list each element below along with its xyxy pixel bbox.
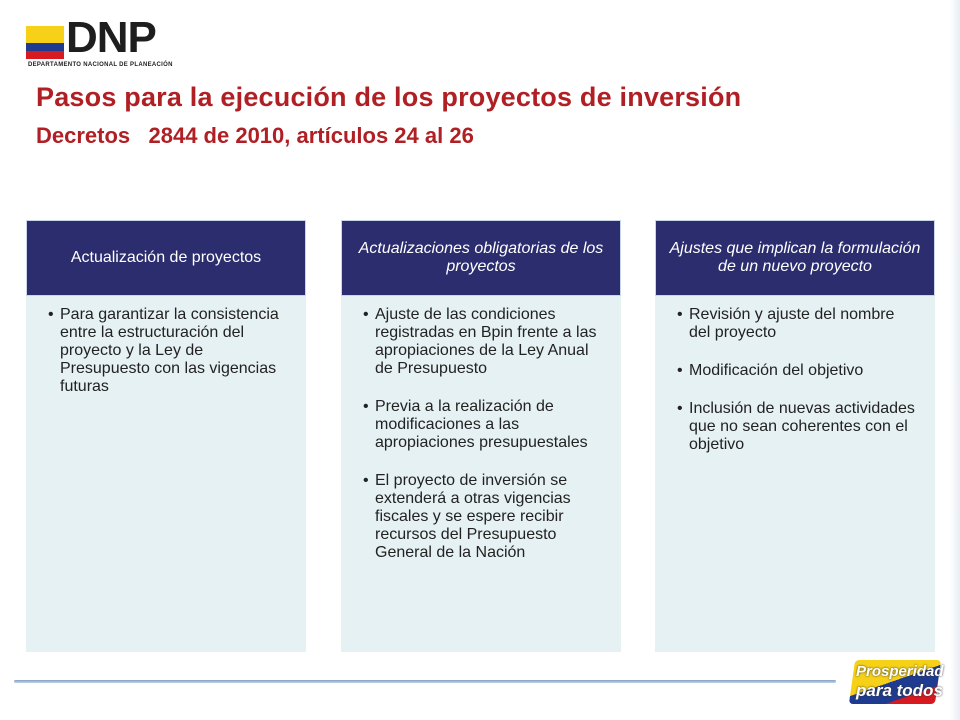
column-actualizacion xyxy=(26,220,306,652)
prosperidad-logo xyxy=(852,660,944,704)
column-item-list xyxy=(26,296,306,396)
logo-subtitle: DEPARTAMENTO NACIONAL DE PLANEACIÓN xyxy=(28,62,173,68)
colombia-flag-icon xyxy=(26,26,64,59)
slide-subtitle: Decretos 2844 de 2010, artículos 24 al 26 xyxy=(36,123,474,148)
dnp-logo xyxy=(26,13,186,70)
column-item-list xyxy=(655,296,935,454)
list-item: • El proyecto de inversión se extenderá a otras vigencias fiscales y se espere recibir recursos del Presupuesto General de la Nación xyxy=(363,472,603,562)
list-item: • Para garantizar la consistencia entre la estructuración del proyecto y la Ley de Presupuesto con las vigencias futuras xyxy=(48,306,288,396)
brand-line-1: Prosperidad xyxy=(856,663,944,680)
column-item-list xyxy=(341,296,621,562)
logo-wordmark: DNP xyxy=(66,13,156,62)
brand-line-2: para todos xyxy=(856,681,943,700)
column-header: Actualizaciones obligatorias de los proyectos xyxy=(341,220,621,296)
footer-divider xyxy=(14,680,836,683)
list-item: • Ajuste de las condiciones registradas en Bpin frente a las apropiaciones de la Ley Anual de Presupuesto xyxy=(363,306,603,378)
column-actualizaciones-obligatorias xyxy=(341,220,621,652)
column-ajustes-nuevo-proyecto xyxy=(655,220,935,652)
column-header: Actualización de proyectos xyxy=(26,220,306,296)
slide-edge-strip xyxy=(950,0,960,720)
column-header: Ajustes que implican la formulación de un nuevo proyecto xyxy=(655,220,935,296)
list-item: • Revisión y ajuste del nombre del proyecto xyxy=(677,306,917,342)
list-item: • Modificación del objetivo xyxy=(677,362,917,380)
list-item: • Previa a la realización de modificaciones a las apropiaciones presupuestales xyxy=(363,398,603,452)
list-item: • Inclusión de nuevas actividades que no sean coherentes con el objetivo xyxy=(677,400,917,454)
slide-title: Pasos para la ejecución de los proyectos de inversión xyxy=(36,82,742,112)
